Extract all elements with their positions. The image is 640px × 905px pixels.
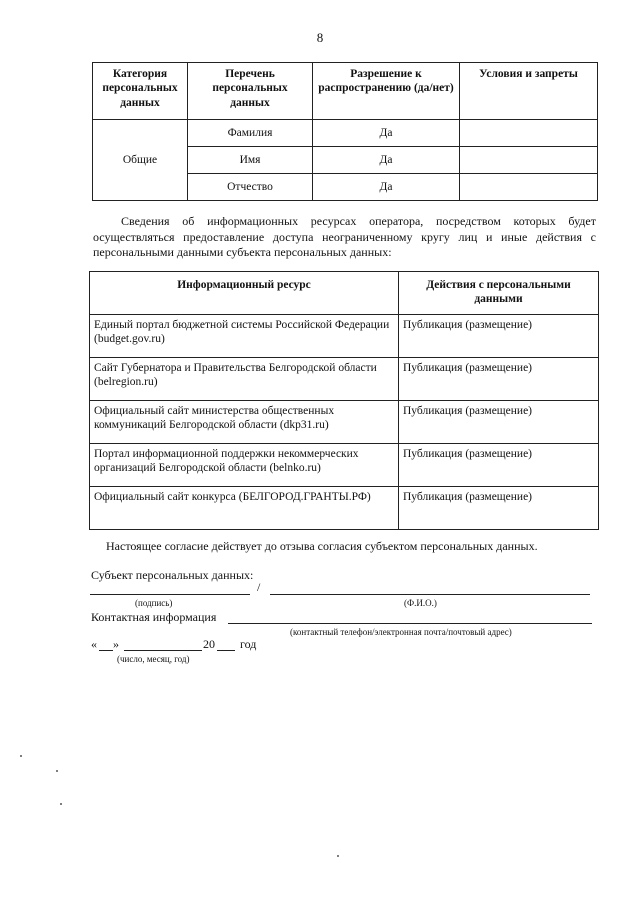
month-line (124, 650, 202, 651)
item-cell: Имя (188, 147, 313, 174)
action-cell: Публикация (размещение) (399, 401, 599, 444)
resource-cell: Единый портал бюджетной системы Российской Федерации (budget.gov.ru) (90, 315, 399, 358)
header-category: Категория персональных данных (93, 63, 188, 120)
permission-cell: Да (313, 120, 460, 147)
resource-cell: Официальный сайт министерства общественных коммуникаций Белгородской области (dkp31.ru) (90, 401, 399, 444)
item-cell: Фамилия (188, 120, 313, 147)
table-row (90, 444, 599, 487)
day-line (99, 650, 113, 651)
resources-table (89, 271, 599, 530)
header-permission: Разрешение к распространению (да/нет) (313, 63, 460, 120)
action-cell: Публикация (размещение) (399, 444, 599, 487)
header-resource: Информационный ресурс (90, 272, 399, 315)
action-cell: Публикация (размещение) (399, 358, 599, 401)
table-row (90, 358, 599, 401)
date-caption: (число, месяц, год) (117, 654, 190, 664)
action-cell: Публикация (размещение) (399, 315, 599, 358)
resource-cell: Сайт Губернатора и Правительства Белгородской области (belregion.ru) (90, 358, 399, 401)
name-line (270, 594, 590, 595)
date-close-quote: » (113, 637, 119, 651)
resource-cell: Портал информационной поддержки некоммерческих организаций Белгородской области (belnko.ru) (90, 444, 399, 487)
year-prefix: 20 (203, 637, 215, 651)
permission-cell: Да (313, 174, 460, 201)
subject-label: Субъект персональных данных: (91, 568, 254, 582)
date-open-quote: « (91, 637, 97, 651)
page-number: 8 (316, 30, 324, 45)
signature-line (90, 594, 250, 595)
header-list: Перечень персональных данных (188, 63, 313, 120)
name-caption: (Ф.И.О.) (404, 598, 437, 608)
validity-statement: Настоящее согласие действует до отзыва согласия субъектом персональных данных. (106, 539, 538, 553)
scan-speck (337, 855, 339, 857)
permissions-table (92, 62, 598, 201)
table-row (90, 401, 599, 444)
table-row (90, 487, 599, 530)
table-header-row (93, 63, 598, 120)
table-row (90, 315, 599, 358)
resources-paragraph-text: Сведения об информационных ресурсах оператора, посредством которых будет осуществляться предоставление доступа неограниченному кругу лиц и иные действия с персональными данными субъекта персональных данных: (93, 214, 596, 260)
resource-cell: Официальный сайт конкурса (БЕЛГОРОД.ГРАНТЫ.РФ) (90, 487, 399, 530)
contact-line (228, 623, 592, 624)
slash-separator: / (257, 580, 261, 594)
contact-caption: (контактный телефон/электронная почта/почтовый адрес) (290, 627, 512, 637)
item-cell: Отчество (188, 174, 313, 201)
permission-cell: Да (313, 147, 460, 174)
table-header-row (90, 272, 599, 315)
scan-speck (20, 755, 22, 757)
table-row (93, 120, 598, 147)
header-action: Действия с персональными данными (399, 272, 599, 315)
year-suffix: год (240, 637, 257, 651)
conditions-cell (460, 120, 598, 147)
contact-label: Контактная информация (91, 610, 217, 624)
category-cell: Общие (93, 120, 188, 201)
scan-speck (56, 770, 58, 772)
scan-speck (60, 803, 62, 805)
conditions-cell (460, 174, 598, 201)
conditions-cell (460, 147, 598, 174)
resources-paragraph (93, 214, 596, 261)
year-line (217, 650, 235, 651)
signature-caption: (подпись) (135, 598, 173, 608)
action-cell: Публикация (размещение) (399, 487, 599, 530)
header-conditions: Условия и запреты (460, 63, 598, 120)
